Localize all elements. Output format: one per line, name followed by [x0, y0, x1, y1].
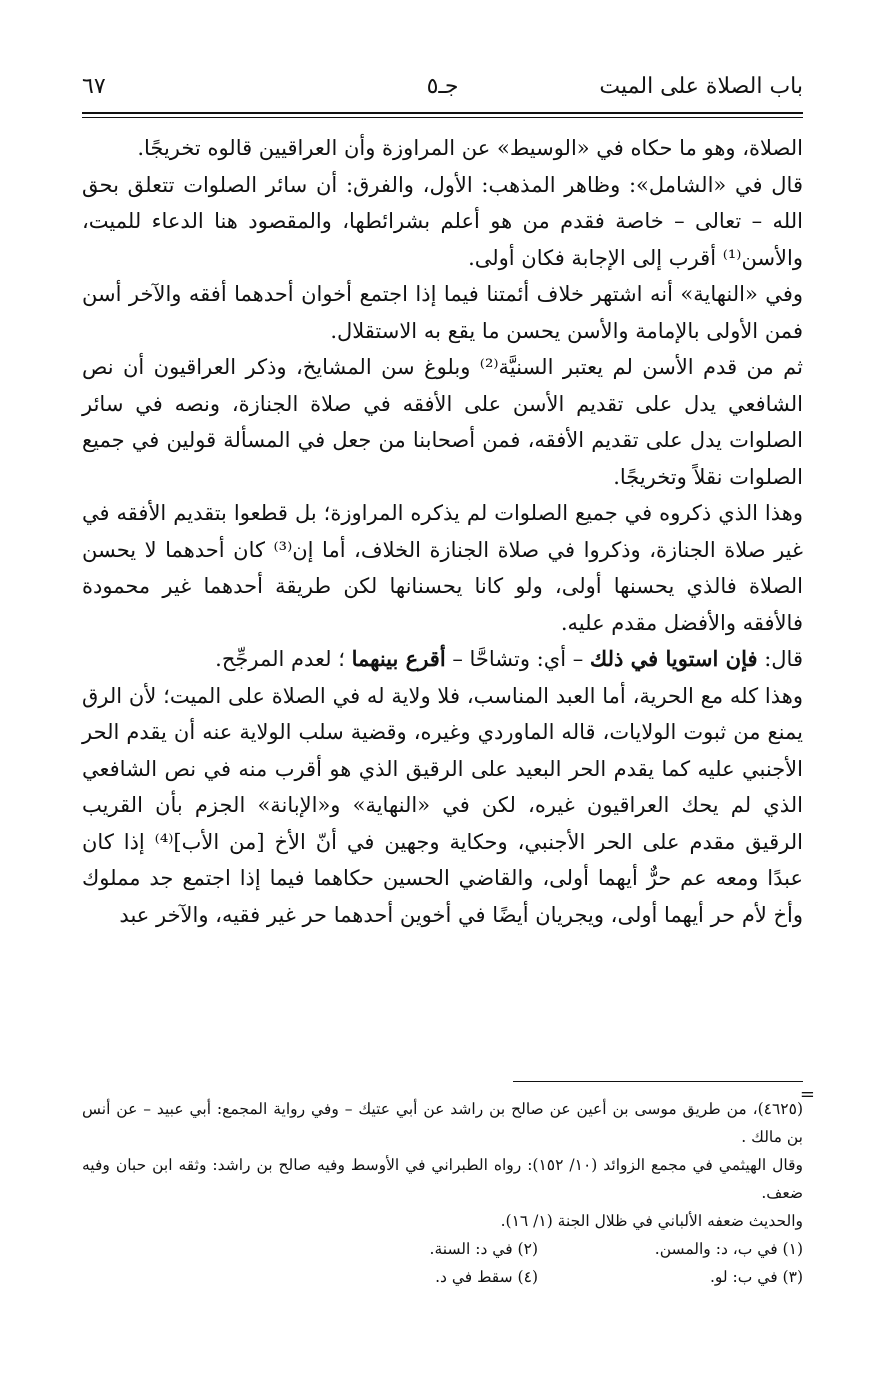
matn-text: فإن استويا في ذلك [589, 646, 758, 671]
footnote-4: (٤) سقط في د. [435, 1268, 538, 1286]
matn-text: أقرع بينهما [351, 646, 446, 671]
footnote-line: (٤٦٢٥)، من طريق موسى بن أعين عن صالح بن راشد عن أبي عتيك – وفي رواية المجمع: أبي عبيد – عن أنس بن مالك . [82, 1100, 803, 1146]
header-rule-thick [82, 112, 803, 114]
footnote-row [82, 1263, 803, 1291]
header-rule-thin [82, 117, 803, 118]
footnote-1: (١) في ب، د: والمسن. [654, 1240, 803, 1258]
paragraph: ثم من قدم الأسن لم يعتبر السنيَّة⁽²⁾ وبلوغ سن المشايخ، وذكر العراقيون أن نص الشافعي يدل على تقديم الأسن على الأفقه في صلاة الجنازة، ونصه في سائر الصلوات يدل على تقديم الأفقه، فمن أصحابنا من جعل في المسألة قولين في جميع الصلوات نقلاً وتخريجًا. [82, 355, 803, 489]
paragraph: وفي «النهاية» أنه اشتهر خلاف أئمتنا فيما إذا اجتمع أخوان أحدهما أفقه والآخر أسن فمن الأولى بالإمامة والأسن يحسن ما يقع به الاستقلال. [82, 282, 803, 343]
footnote-row [82, 1235, 803, 1263]
paragraph [82, 641, 803, 678]
main-text [82, 130, 803, 933]
text-run: قال: [757, 647, 803, 671]
footnote-line: وقال الهيثمي في مجمع الزوائد (١٠/ ١٥٢): رواه الطبراني في الأوسط وفيه صالح بن راشد: وثقه ابن حبان وفيه ضعف. [82, 1156, 804, 1202]
paragraph: الصلاة، وهو ما حكاه في «الوسيط» عن المراوزة وأن العراقيين قالوه تخريجًا. [137, 136, 803, 160]
volume-label: جـ٥ [426, 74, 459, 99]
footnotes [82, 1095, 803, 1291]
paragraph: وهذا الذي ذكروه في جميع الصلوات لم يذكره المراوزة؛ بل قطعوا بتقديم الأفقه في غير صلاة الجنازة، وذكروا في صلاة الجنازة الخلاف، أما إن⁽³⁾ كان أحدهما لا يحسن الصلاة فالذي يحسنها أولى، ولو كانا يحسنانها لكن طريقة أحدهما غير محمودة فالأفقه والأفضل مقدم عليه. [82, 501, 803, 635]
page-header [82, 74, 803, 108]
footnote-continuation-mark: = [799, 1084, 815, 1105]
page-number: ٦٧ [82, 74, 106, 99]
text-run: – أي: وتشاحَّا – [445, 647, 590, 671]
text-run: ؛ لعدم المرجِّح. [215, 647, 352, 671]
footnote-separator [513, 1081, 803, 1082]
footnote-3: (٣) في ب: لو. [709, 1268, 803, 1286]
running-title: باب الصلاة على الميت [599, 74, 803, 99]
paragraph: قال في «الشامل»: وظاهر المذهب: الأول، والفرق: أن سائر الصلوات تتعلق بحق الله – تعالى – خاصة فقدم من هو أعلم بشرائطها، والمقصود هنا الدعاء للميت، والأسن⁽¹⁾ أقرب إلى الإجابة فكان أولى. [82, 172, 803, 270]
footnote-line: والحديث ضعفه الألباني في ظلال الجنة (١/ ١٦). [500, 1212, 803, 1230]
paragraph: وهذا كله مع الحرية، أما العبد المناسب، فلا ولاية له في الصلاة على الميت؛ لأن الرق يمنع من ثبوت الولايات، قاله الماوردي وغيره، وقضية سلب الولاية عنه أن يقدم الحر الأجنبي عليه كما يقدم الحر البعيد على الرقيق الذي هو أقرب منه في نص الشافعي الذي لم يحك العراقيون غيره، لكن في «النهاية» و«الإبانة» الجزم بأن القريب الرقيق مقدم على الحر الأجنبي، وحكاية وجهين في أنّ الأخ [من الأب]⁽⁴⁾ إذا كان عبدًا ومعه عم حرٌّ أيهما أولى، والقاضي الحسين حكاهما فيما إذا اجتمع جد مملوك وأخ لأم حر أيهما أولى، ويجريان أيضًا في أخوين أحدهما حر غير فقيه، والآخر عبد [82, 683, 803, 927]
footnote-2: (٢) في د: السنة. [429, 1240, 538, 1258]
